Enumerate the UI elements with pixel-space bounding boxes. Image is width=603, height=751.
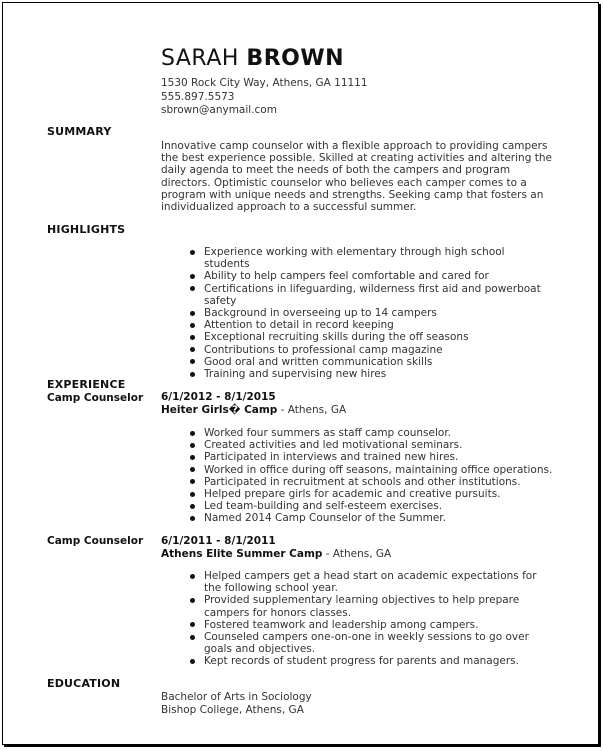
job-duties-list	[188, 570, 553, 668]
job-header	[161, 535, 391, 561]
list-item: Contributions to professional camp magazine	[188, 344, 548, 356]
highlights-heading: HIGHLIGHTS	[47, 223, 126, 236]
first-name: SARAH	[161, 46, 239, 71]
list-item: Training and supervising new hires	[188, 368, 548, 380]
job-title: Camp Counselor	[47, 392, 144, 404]
applicant-name	[161, 47, 368, 71]
list-item: Led team-building and self-esteem exercises.	[188, 500, 568, 512]
list-item: Created activities and led motivational seminars.	[188, 439, 568, 451]
summary-text: Innovative camp counselor with a flexible approach to providing campers the best experience possible. Skilled at creating activities and altering the daily agenda to meet the needs of both the campers and program directors. Optimistic counselor who believes each camper comes to a program with unique needs and strengths. Seeking camp that fosters an individualized approach to a successful summer.	[161, 140, 552, 214]
school: Bishop College, Athens, GA	[161, 704, 304, 716]
degree: Bachelor of Arts in Sociology	[161, 691, 312, 703]
job-location: - Athens, GA	[322, 548, 392, 560]
education-details	[161, 691, 561, 717]
list-item: Exceptional recruiting skills during the off seasons	[188, 331, 548, 343]
summary-heading: SUMMARY	[47, 125, 112, 138]
job-location: - Athens, GA	[277, 404, 347, 416]
experience-heading: EXPERIENCE	[47, 378, 126, 391]
list-item: Participated in recruitment at schools and other institutions.	[188, 476, 568, 488]
education-heading: EDUCATION	[47, 677, 121, 690]
list-item: Fostered teamwork and leadership among campers.	[188, 619, 553, 631]
job-dates: 6/1/2011 - 8/1/2011	[161, 535, 276, 547]
job-dates: 6/1/2012 - 8/1/2015	[161, 391, 276, 403]
company-name: Heiter Girls� Camp	[161, 404, 278, 416]
list-item: Named 2014 Camp Counselor of the Summer.	[188, 512, 568, 524]
highlights-list	[188, 246, 548, 380]
job-duties-list	[188, 427, 568, 525]
list-item: Participated in interviews and trained new hires.	[188, 451, 568, 463]
email: sbrown@anymail.com	[161, 104, 277, 116]
last-name: BROWN	[246, 46, 345, 71]
list-item: Worked in office during off seasons, maintaining office operations.	[188, 464, 568, 476]
company-name: Athens Elite Summer Camp	[161, 548, 323, 560]
list-item: Provided supplementary learning objectives to help prepare campers for honors classes.	[188, 594, 553, 618]
list-item: Worked four summers as staff camp counselor.	[188, 427, 568, 439]
list-item: Background in overseeing up to 14 campers	[188, 307, 548, 319]
list-item: Kept records of student progress for parents and managers.	[188, 655, 553, 667]
list-item: Helped prepare girls for academic and creative pursuits.	[188, 488, 568, 500]
list-item: Good oral and written communication skills	[188, 356, 548, 368]
job-title: Camp Counselor	[47, 535, 144, 547]
list-item: Certifications in lifeguarding, wilderness first aid and powerboat safety	[188, 283, 548, 307]
list-item: Counseled campers one-on-one in weekly sessions to go over goals and objectives.	[188, 631, 553, 655]
list-item: Ability to help campers feel comfortable and cared for	[188, 270, 548, 282]
resume-page	[2, 2, 599, 745]
list-item: Attention to detail in record keeping	[188, 319, 548, 331]
address: 1530 Rock City Way, Athens, GA 11111	[161, 77, 368, 89]
contact-info	[161, 77, 368, 118]
list-item: Helped campers get a head start on academic expectations for the following school year.	[188, 570, 553, 594]
resume-header	[161, 47, 368, 118]
phone: 555.897.5573	[161, 90, 235, 103]
list-item: Experience working with elementary through high school students	[188, 246, 548, 270]
job-header	[161, 391, 346, 417]
